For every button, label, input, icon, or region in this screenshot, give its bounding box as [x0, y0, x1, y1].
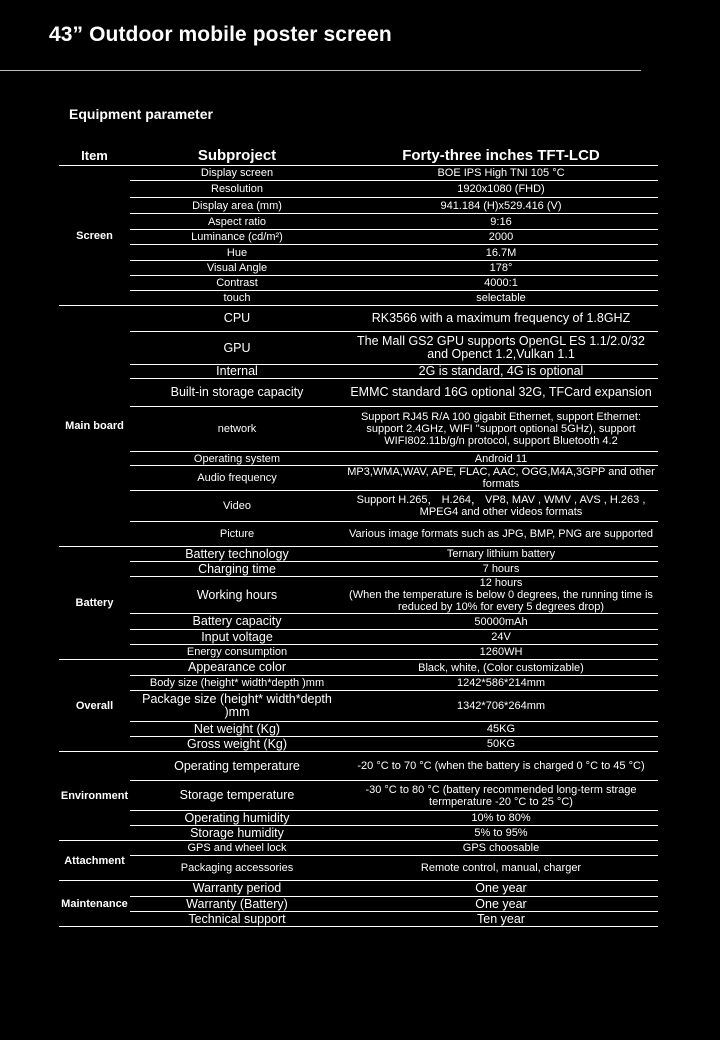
category-maintenance: Maintenance — [59, 881, 130, 927]
subproject-cell: GPU — [130, 332, 344, 365]
value-cell: 50KG — [344, 737, 658, 752]
table-row — [59, 466, 658, 491]
value-cell: Various image formats such as JPG, BMP, PNG are supported — [344, 522, 658, 547]
table-row — [59, 491, 658, 522]
value-cell: 1920x1080 (FHD) — [344, 181, 658, 198]
value-cell: One year — [344, 897, 658, 912]
header-subproject: Subproject — [130, 145, 344, 166]
table-row — [59, 856, 658, 881]
spec-table-body — [59, 166, 658, 927]
table-row — [59, 826, 658, 841]
value-cell: 7 hours — [344, 562, 658, 577]
table-row — [59, 722, 658, 737]
value-cell: 1260WH — [344, 645, 658, 660]
subproject-cell: Technical support — [130, 912, 344, 927]
table-row — [59, 198, 658, 214]
title-divider — [0, 70, 641, 71]
subproject-cell: Battery technology — [130, 547, 344, 562]
page-title: 43” Outdoor mobile poster screen — [49, 23, 392, 46]
table-row — [59, 614, 658, 630]
value-cell: Remote control, manual, charger — [344, 856, 658, 881]
subproject-cell: Net weight (Kg) — [130, 722, 344, 737]
subproject-cell: Operating system — [130, 452, 344, 466]
table-row — [59, 230, 658, 245]
subproject-cell: Appearance color — [130, 660, 344, 676]
subproject-cell: Video — [130, 491, 344, 522]
value-cell: One year — [344, 881, 658, 897]
subproject-cell: Picture — [130, 522, 344, 547]
subproject-cell: Working hours — [130, 577, 344, 614]
table-row — [59, 691, 658, 722]
value-cell: Android 11 — [344, 452, 658, 466]
table-row — [59, 261, 658, 276]
subproject-cell: Audio frequency — [130, 466, 344, 491]
table-row — [59, 562, 658, 577]
table-row — [59, 547, 658, 562]
table-row — [59, 379, 658, 407]
value-cell: Support RJ45 R/A 100 gigabit Ethernet, support Ethernet: support 2.4GHz, WIFI "support optional 5GHz), support WIFI802.11b/g/n protocol, support Bluetooth 4.2 — [344, 407, 658, 452]
table-row — [59, 630, 658, 645]
value-cell: Support H.265， H.264， VP8, MAV , WMV , AVS , H.263 , MPEG4 and other videos formats — [344, 491, 658, 522]
value-cell: 1342*706*264mm — [344, 691, 658, 722]
table-row — [59, 737, 658, 752]
value-cell: GPS choosable — [344, 841, 658, 856]
subproject-cell: CPU — [130, 306, 344, 332]
table-row — [59, 577, 658, 614]
subproject-cell: Body size (height* width*depth )mm — [130, 676, 344, 691]
value-cell: -20 °C to 70 °C (when the battery is charged 0 °C to 45 °C) — [344, 752, 658, 781]
category-battery: Battery — [59, 547, 130, 660]
subproject-cell: Internal — [130, 365, 344, 379]
header-item: Item — [59, 145, 130, 166]
value-cell: 10% to 80% — [344, 811, 658, 826]
subproject-cell: Storage humidity — [130, 826, 344, 841]
subproject-cell: Built-in storage capacity — [130, 379, 344, 407]
value-cell: 2G is standard, 4G is optional — [344, 365, 658, 379]
value-cell: 1242*586*214mm — [344, 676, 658, 691]
header-value: Forty-three inches TFT-LCD — [344, 145, 658, 166]
subproject-cell: Energy consumption — [130, 645, 344, 660]
table-row — [59, 660, 658, 676]
table-row — [59, 912, 658, 927]
table-row — [59, 181, 658, 198]
subproject-cell: Input voltage — [130, 630, 344, 645]
table-row — [59, 365, 658, 379]
subproject-cell: Operating temperature — [130, 752, 344, 781]
subproject-cell: Battery capacity — [130, 614, 344, 630]
value-cell: Ten year — [344, 912, 658, 927]
subproject-cell: Luminance (cd/m²) — [130, 230, 344, 245]
table-row — [59, 811, 658, 826]
value-cell: The Mall GS2 GPU supports OpenGL ES 1.1/2.0/32 and Openct 1.2,Vulkan 1.1 — [344, 332, 658, 365]
value-cell: 12 hours (When the temperature is below 0 degrees, the running time is reduced by 10% for every 5 degrees drop) — [344, 577, 658, 614]
table-row — [59, 881, 658, 897]
table-row — [59, 676, 658, 691]
value-cell: Black, white, (Color customizable) — [344, 660, 658, 676]
subproject-cell: Package size (height* width*depth )mm — [130, 691, 344, 722]
category-attachment: Attachment — [59, 841, 130, 881]
table-row — [59, 407, 658, 452]
table-row — [59, 841, 658, 856]
table-row — [59, 276, 658, 291]
value-cell: Ternary lithium battery — [344, 547, 658, 562]
value-cell: -30 °C to 80 °C (battery recommended long-term strage termperature -20 °C to 25 °C) — [344, 781, 658, 811]
category-main-board: Main board — [59, 306, 130, 547]
category-environment: Environment — [59, 752, 130, 841]
subproject-cell: Charging time — [130, 562, 344, 577]
value-cell: RK3566 with a maximum frequency of 1.8GHZ — [344, 306, 658, 332]
table-row — [59, 781, 658, 811]
subproject-cell: Operating humidity — [130, 811, 344, 826]
value-cell: 24V — [344, 630, 658, 645]
table-row — [59, 214, 658, 230]
value-cell: 5% to 95% — [344, 826, 658, 841]
category-screen: Screen — [59, 166, 130, 306]
table-row — [59, 306, 658, 332]
value-cell: 178° — [344, 261, 658, 276]
value-cell: 50000mAh — [344, 614, 658, 630]
subproject-cell: Storage temperature — [130, 781, 344, 811]
table-row — [59, 452, 658, 466]
table-header-row — [59, 145, 658, 166]
value-cell: 941.184 (H)x529.416 (V) — [344, 198, 658, 214]
subproject-cell: Warranty period — [130, 881, 344, 897]
subproject-cell: Display screen — [130, 166, 344, 181]
value-cell: EMMC standard 16G optional 32G, TFCard expansion — [344, 379, 658, 407]
table-row — [59, 645, 658, 660]
value-cell: MP3,WMA,WAV, APE, FLAC, AAC, OGG,M4A,3GPP and other formats — [344, 466, 658, 491]
subproject-cell: Resolution — [130, 181, 344, 198]
category-overall: Overall — [59, 660, 130, 752]
subproject-cell: GPS and wheel lock — [130, 841, 344, 856]
table-row — [59, 332, 658, 365]
value-cell: 16.7M — [344, 245, 658, 261]
subproject-cell: Display area (mm) — [130, 198, 344, 214]
subproject-cell: Warranty (Battery) — [130, 897, 344, 912]
subproject-cell: Contrast — [130, 276, 344, 291]
value-cell: 9:16 — [344, 214, 658, 230]
subproject-cell: network — [130, 407, 344, 452]
subproject-cell: Gross weight (Kg) — [130, 737, 344, 752]
value-cell: 4000:1 — [344, 276, 658, 291]
spec-table — [59, 145, 658, 927]
value-cell: selectable — [344, 291, 658, 306]
value-cell: 45KG — [344, 722, 658, 737]
table-row — [59, 291, 658, 306]
subproject-cell: Aspect ratio — [130, 214, 344, 230]
subproject-cell: touch — [130, 291, 344, 306]
table-row — [59, 752, 658, 781]
value-cell: 2000 — [344, 230, 658, 245]
table-row — [59, 522, 658, 547]
value-cell: BOE IPS High TNI 105 °C — [344, 166, 658, 181]
table-row — [59, 166, 658, 181]
subproject-cell: Hue — [130, 245, 344, 261]
subproject-cell: Visual Angle — [130, 261, 344, 276]
table-row — [59, 245, 658, 261]
table-row — [59, 897, 658, 912]
subproject-cell: Packaging accessories — [130, 856, 344, 881]
section-title: Equipment parameter — [69, 106, 213, 122]
